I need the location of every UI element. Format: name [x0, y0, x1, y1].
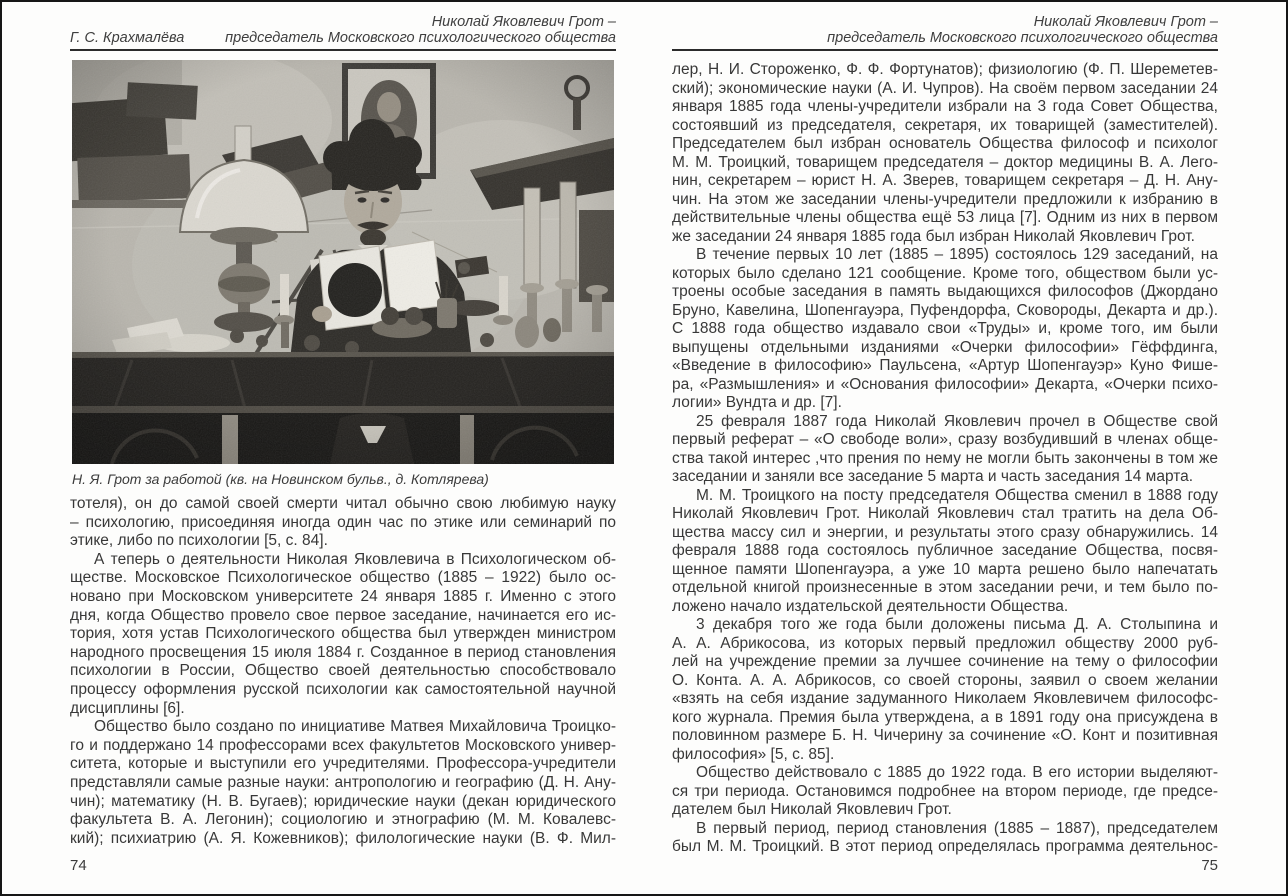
text-line: го и поддержано 14 профессорами всех факультетов Московского универ-	[70, 736, 616, 754]
text-line: А теперь о деятельности Николая Яковлевича в Психологическом об-	[94, 550, 616, 568]
text-line: действительные члены общества ещё 53 лица [7]. Одним из них в первом	[672, 209, 1218, 226]
text-line: состоявший из председателя, секретаря, их товарищей (заместителей).	[672, 116, 1218, 134]
text-line: дня, когда Общество провело свое первое заседание, начинается его ис-	[70, 606, 616, 624]
text-line: которых было сделано 121 сообщение. Кроме того, обществом были ус-	[672, 264, 1218, 282]
text-line: дателем был Николай Яковлевич Грот.	[672, 801, 952, 818]
text-line: ситета, которые и выступили его учредителями. Профессора-учредители	[70, 755, 616, 773]
running-header-title-line2: председатель Московского психологического общества	[827, 30, 1218, 46]
text-line: щенное памяти Шопенгауэра, а уже 10 марта решено было напечатать	[672, 560, 1218, 578]
text-line: Общество было создано по инициативе Матвея Михайловича Троицко-	[94, 718, 616, 736]
running-header-title-line2: председатель Московского психологического общества	[225, 30, 616, 46]
text-line: А. А. Абрикосова, из которых первый предложил обществу 2000 руб-	[672, 634, 1218, 652]
right-text-column	[672, 61, 1218, 857]
text-line: Бруно, Кавелина, Шопенгауэра, Пуфендорфа, Сковороды, Декарта и др.).	[672, 301, 1218, 319]
running-header-author: Г. С. Крахмалёва	[70, 30, 185, 46]
text-line: дисциплины [6].	[70, 699, 185, 717]
running-header	[70, 14, 616, 46]
text-line: М. М. Троицкий, товарищем председателя – доктор медицины В. А. Лего-	[672, 153, 1218, 171]
text-line: лей на учреждение премии за лучшее сочинение на тему о философии	[672, 653, 1218, 670]
text-line: Председателем был избран основатель Общества философ и психолог	[672, 135, 1218, 152]
text-line: лер, Н. И. Стороженко, Ф. Ф. Фортунатов); физиологию (Ф. П. Шереметев-	[672, 61, 1218, 78]
text-line: ства такой интерес ,что прения по нему не могли быть закончены в том же	[672, 449, 1218, 467]
text-line: февраля 1888 года состоялось публичное заседание Общества, посвя-	[672, 542, 1218, 559]
text-line: В первый период, период становления (1885 – 1887), председателем	[696, 819, 1218, 837]
text-line: 25 февраля 1887 года Николай Яковлевич прочел в Обществе свой	[696, 412, 1218, 430]
text-line: О. Конта. А. А. Абрикосов, со своей стороны, заявил о своем желании	[672, 671, 1218, 689]
text-line: кого журнала. Премия была утверждена, а в 1891 году она присуждена в	[672, 708, 1218, 726]
text-line: тория, хотя устав Психологического общества был утвержден министром	[70, 625, 616, 643]
text-line: психологии в России, Общество своей деятельностью способствовало	[70, 662, 616, 680]
text-line: М. М. Троицкого на посту председателя Общества сменил в 1888 году	[696, 486, 1218, 504]
text-line: процессу оформления русской психологии как самостоятельной научной	[70, 680, 616, 698]
text-line: 3 декабря того же года были доложены письма Д. А. Столыпина и	[696, 616, 1218, 633]
text-line: В течение первых 10 лет (1885 – 1895) состоялось 129 заседаний, на	[696, 246, 1218, 263]
text-line: Общество действовало с 1885 до 1922 года. В его истории выделяют-	[696, 764, 1218, 781]
text-line: философия» [5, с. 85].	[672, 745, 835, 763]
text-line: января 1885 года члены-учредители избрали на 3 года Совет Общества,	[672, 98, 1218, 115]
header-rule	[672, 49, 1218, 51]
page-number-right: 75	[1201, 857, 1218, 874]
text-line: логии» Вундта и др. [7].	[672, 394, 842, 411]
text-line: кий); психиатрию (А. Я. Кожевников); филологические науки (В. Ф. Мил-	[70, 829, 616, 847]
text-line: первый реферат – «О свободе воли», сразу возбудивший в членах обще-	[672, 431, 1218, 448]
text-line: ский); экономические науки (А. И. Чупров). На своём первом заседании 24	[672, 79, 1218, 97]
text-line: этике, либо по психологии [5, с. 84].	[70, 532, 328, 550]
running-header	[672, 14, 1218, 46]
text-line: «взять на себя издание задуманного Николаем Яковлевичем философс-	[672, 690, 1218, 707]
right-page	[672, 14, 1218, 884]
text-line: выпущены отдельными изданиями «Очерки философии» Гёффдинга,	[672, 338, 1218, 356]
running-header-title-line1: Николай Яковлевич Грот –	[431, 14, 616, 30]
text-line: чин. На этом же заседании члены-учредители предложили к избранию в	[672, 190, 1218, 208]
text-line: «Введение в философию» Паульсена, «Артур Шопенгауэр» Куно Фише-	[672, 357, 1218, 374]
photo-caption: Н. Я. Грот за работой (кв. на Новинском бульв., д. Котлярева)	[72, 471, 489, 487]
text-line: ложено начало издательской деятельности Общества.	[672, 597, 1069, 615]
text-line: ра, «Размышления» и «Основания философии» Декарта, «Очерки психо-	[672, 375, 1218, 393]
left-text-column	[70, 495, 616, 848]
text-line: чин); математику (Н. В. Бугаев); юридические науки (декан юридического	[70, 792, 616, 810]
running-header-title-line1: Николай Яковлевич Грот –	[1033, 14, 1218, 30]
text-line: ществе. Московское Психологическое общество (1885 – 1922) было ос-	[70, 569, 616, 587]
text-line: С 1888 года общество издавало свои «Труды» и, кроме того, им были	[672, 320, 1218, 337]
text-line: нин, секретарем – юрист Н. А. Зверев, товарищем секретаря – Д. Н. Ану-	[672, 172, 1218, 189]
text-line: новано при Московском университете 24 января 1885 г. Именно с этого	[70, 587, 616, 605]
text-line: отдельной книгой произнесенные в этом заседании речи, и тем было по-	[672, 579, 1218, 596]
text-line: народного просвещения 15 июля 1884 г. Созданное в период становления	[70, 643, 616, 661]
grot-at-desk-photo	[72, 60, 614, 464]
text-line: Николай Яковлевич Грот. Николай Яковлевич стал тратить на дела Об-	[672, 505, 1218, 522]
text-line: тотеля), он до самой своей смерти читал обычно свою любимую науку	[70, 495, 616, 512]
text-line: ся три периода. Остановимся подробнее на втором периоде, где предсе-	[672, 782, 1218, 800]
text-line: щества массу сил и энергии, и результаты этого сразу обнаружились. 14	[672, 523, 1218, 541]
left-page	[70, 14, 616, 884]
text-line: половинном размере Б. Н. Чичерину за сочинение «О. Конт и позитивная	[672, 727, 1218, 744]
text-line: заседании и заняли все заседание 5 марта и часть заседания 14 марта.	[672, 468, 1194, 485]
text-line: факультета В. А. Легонин); социологию и этнографию (М. М. Ковалевс-	[70, 811, 616, 829]
header-rule	[70, 49, 616, 51]
text-line: был М. М. Троицкий. В этот период определялась программа деятельнос-	[672, 838, 1218, 855]
text-line: троены особые заседания в память выдающихся философов (Джордано	[672, 283, 1218, 300]
text-line: – психологию, присоединяя иногда один час по этике или семинарий по	[70, 513, 616, 531]
text-line: представляли самые разные науки: антропологию и географию (Д. Н. Ану-	[70, 773, 616, 791]
page-number-left: 74	[70, 857, 87, 874]
text-line: же заседании 24 января 1885 года был избран Николай Яковлевич Грот.	[672, 227, 1195, 245]
